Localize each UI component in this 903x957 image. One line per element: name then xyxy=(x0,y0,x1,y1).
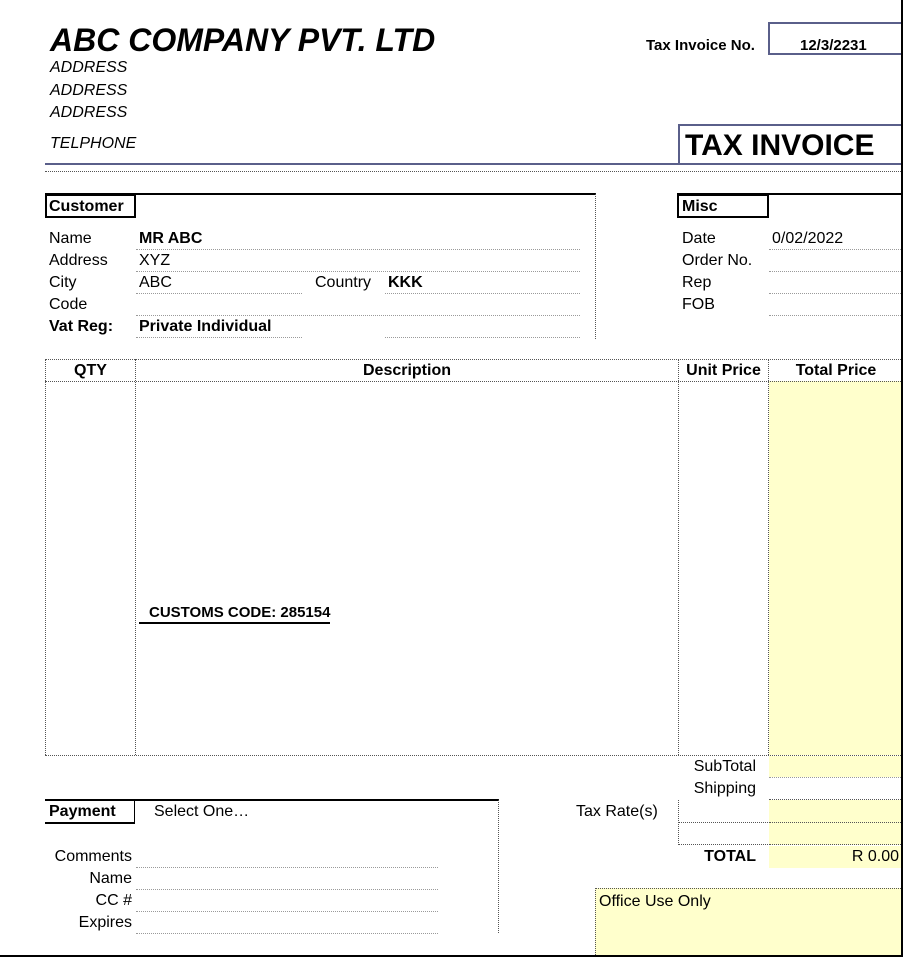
header-dotted-rule xyxy=(45,171,903,172)
office-use-box[interactable] xyxy=(595,888,903,957)
company-telephone: TELPHONE xyxy=(50,135,137,152)
subtotal-value[interactable] xyxy=(769,756,903,777)
misc-date-value[interactable]: 0/02/2022 xyxy=(772,230,844,247)
customer-address-label: Address xyxy=(49,252,108,269)
items-table-top xyxy=(45,359,903,360)
shipping-label: Shipping xyxy=(693,780,756,797)
tax-invoice-number: 12/3/2231 xyxy=(800,37,867,54)
customer-address-value[interactable]: XYZ xyxy=(139,252,171,269)
payment-name-input[interactable] xyxy=(136,889,438,890)
tax-rate-divider xyxy=(678,822,768,823)
misc-order-underline xyxy=(769,271,903,272)
total-value-cell[interactable] xyxy=(769,846,903,868)
tax-invoice-number-box[interactable] xyxy=(768,22,903,55)
misc-fob-underline xyxy=(769,315,903,316)
payment-expires-label: Expires xyxy=(78,914,132,931)
unit-price-header: Unit Price xyxy=(686,362,761,379)
misc-date-label: Date xyxy=(682,230,716,247)
tax-invoice-title-box xyxy=(678,124,903,164)
misc-rep-label: Rep xyxy=(682,274,712,291)
payment-header: Payment xyxy=(49,803,116,820)
payment-method-divider xyxy=(134,799,135,823)
customer-city-label: City xyxy=(49,274,77,291)
customer-code-label: Code xyxy=(49,296,88,313)
total-price-header: Total Price xyxy=(795,362,877,379)
misc-order-label: Order No. xyxy=(682,252,753,269)
customer-header: Customer xyxy=(49,198,124,215)
items-col-left xyxy=(45,359,46,755)
tax-invoice-title: TAX INVOICE xyxy=(685,129,875,162)
customer-name-value[interactable]: MR ABC xyxy=(139,230,203,247)
total-price-column[interactable] xyxy=(769,381,903,755)
qty-header: QTY xyxy=(74,362,107,379)
customer-header-box xyxy=(45,194,136,218)
misc-header: Misc xyxy=(682,198,718,215)
customer-name-underline xyxy=(136,249,580,250)
misc-fob-label: FOB xyxy=(682,296,715,313)
customer-vat-label: Vat Reg: xyxy=(49,318,114,335)
tax-amount-1[interactable] xyxy=(769,800,903,823)
payment-expires-input[interactable] xyxy=(136,933,438,934)
office-use-label: Office Use Only xyxy=(599,893,711,910)
customer-country-label: Country xyxy=(315,274,372,291)
customer-code-underline xyxy=(136,315,580,316)
items-col-unit xyxy=(768,359,769,755)
header-rule xyxy=(45,163,903,165)
customer-vat-underline-2 xyxy=(385,337,580,338)
subtotal-label: SubTotal xyxy=(693,758,756,775)
payment-comments-label: Comments xyxy=(54,848,132,865)
shipping-value[interactable] xyxy=(769,778,903,800)
customer-city-value[interactable]: ABC xyxy=(139,274,172,291)
company-address-line-3: ADDRESS xyxy=(50,104,128,121)
payment-header-underline xyxy=(45,822,135,824)
tax-amount-2[interactable] xyxy=(769,823,903,845)
customer-country-value[interactable]: KKK xyxy=(388,274,423,291)
total-label: TOTAL xyxy=(704,848,756,865)
payment-method-select[interactable]: Select One… xyxy=(154,803,250,820)
payment-name-label: Name xyxy=(89,870,132,887)
misc-header-box xyxy=(677,194,769,218)
items-header-rule xyxy=(45,381,903,382)
misc-rep-underline xyxy=(769,293,903,294)
tax-invoice-number-label: Tax Invoice No. xyxy=(646,37,755,54)
customer-vat-underline-1 xyxy=(136,337,302,338)
customer-address-underline xyxy=(136,271,580,272)
tax-rate-label: Tax Rate(s) xyxy=(576,803,658,820)
customs-code-note: CUSTOMS CODE: 285154 xyxy=(139,604,330,624)
items-col-description xyxy=(678,359,679,755)
misc-date-underline xyxy=(769,249,903,250)
customer-country-underline xyxy=(385,293,580,294)
company-address-line-2: ADDRESS xyxy=(50,82,128,99)
payment-comments-input[interactable] xyxy=(136,867,438,868)
customer-city-underline xyxy=(136,293,302,294)
payment-cc-input[interactable] xyxy=(136,911,438,912)
total-value: R 0.00 xyxy=(851,848,899,865)
customer-vat-value[interactable]: Private Individual xyxy=(139,318,272,335)
customer-name-label: Name xyxy=(49,230,92,247)
payment-cc-label: CC # xyxy=(95,892,132,909)
items-col-qty xyxy=(135,359,136,755)
company-address-line-1: ADDRESS xyxy=(50,59,128,76)
company-name: ABC COMPANY PVT. LTD xyxy=(50,22,436,58)
description-header: Description xyxy=(362,362,451,379)
